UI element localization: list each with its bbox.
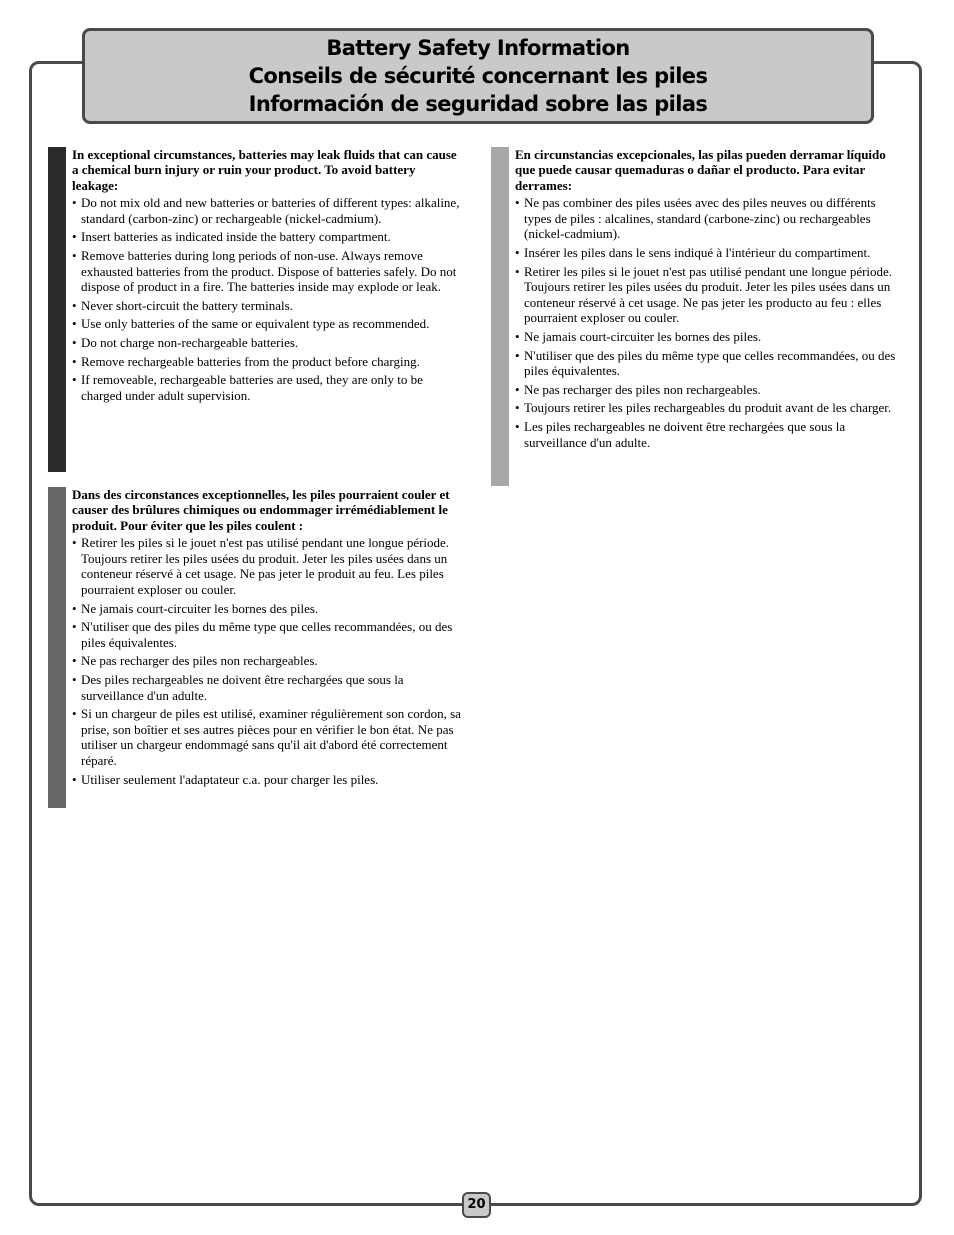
bullet-list bbox=[72, 535, 464, 787]
bullet-list bbox=[515, 195, 903, 450]
list-item: • Insérer les piles dans le sens indiqué à l'intérieur du compartiment. bbox=[515, 245, 871, 260]
section-lead: En circunstancias excepcionales, las pilas pueden derramar líquido que puede causar quemaduras o dañar el producto. Para evitar derrames: bbox=[515, 147, 886, 193]
list-item: • Never short-circuit the battery terminals. bbox=[72, 297, 293, 313]
section-french bbox=[48, 487, 468, 808]
list-item: • Remove rechargeable batteries from the product before charging. bbox=[72, 353, 420, 369]
list-item: • If removeable, rechargeable batteries are used, they are only to be charged under adult supervision. bbox=[72, 372, 423, 403]
list-item: • Remove batteries during long periods of non-use. Always remove exhausted batteries from the product. Dispose of batteries safely. Do not dispose of product in a fire. The batteries inside may explode or leak. bbox=[72, 248, 457, 295]
list-item: • Toujours retirer les piles rechargeables du produit avant de les charger. bbox=[515, 400, 892, 416]
list-item: • Retirer les piles si le jouet n'est pas utilisé pendant une longue période. Toujours retirer les piles usées du produit. Jeter les piles usées dans un conteneur réservé à cet usage. Ne pas jeter les producto au feu : elles pourraient exploser ou couler. bbox=[515, 263, 893, 326]
list-item: • Ne pas recharger des piles non rechargeables. bbox=[515, 381, 761, 397]
page-title bbox=[82, 28, 874, 124]
title-french: Conseils de sécurité concernant les piles bbox=[248, 64, 708, 88]
list-item: • N'utiliser que des piles du même type que celles recommandées, ou des piles équivalentes. bbox=[515, 347, 896, 379]
list-item: • Do not mix old and new batteries or batteries of different types: alkaline, standard (carbon-zinc) or rechargeable (nickel-cadmium). bbox=[72, 195, 460, 226]
list-item: • Ne pas combiner des piles usées avec des piles neuves ou différents types de piles : alcalines, standard (carbone-zinc) ou rechargeables (nickel-cadmium). bbox=[515, 195, 876, 242]
section-lead: Dans des circonstances exceptionnelles, les piles pourraient couler et causer des brûlures chimiques ou endommager irrémédiablement le produit. Pour éviter que les piles coulent : bbox=[72, 487, 450, 533]
section-bar-medium bbox=[48, 487, 66, 808]
list-item: • Utiliser seulement l'adaptateur c.a. pour charger les piles. bbox=[72, 771, 379, 787]
bullet-list bbox=[72, 195, 464, 403]
list-item: • Do not charge non-rechargeable batteries. bbox=[72, 334, 299, 350]
list-item: • Insert batteries as indicated inside the battery compartment. bbox=[72, 229, 391, 245]
list-item: • Les piles rechargeables ne doivent être rechargées que sous la surveillance d'un adulte. bbox=[515, 418, 846, 450]
list-item: • Ne pas recharger des piles non rechargeables. bbox=[72, 653, 318, 669]
list-item: • N'utiliser que des piles du même type que celles recommandées, ou des piles équivalentes. bbox=[72, 619, 453, 650]
list-item: • Ne jamais court-circuiter les bornes des piles. bbox=[515, 328, 762, 344]
title-english: Battery Safety Information bbox=[326, 36, 630, 60]
list-item: • Ne jamais court-circuiter les bornes des piles. bbox=[72, 600, 319, 616]
page-number: 20 bbox=[462, 1192, 491, 1218]
list-item: • Use only batteries of the same or equivalent type as recommended. bbox=[72, 316, 430, 332]
list-item: • Si un chargeur de piles est utilisé, examiner régulièrement son cordon, sa prise, son boîtier et ses autres pièces pour en vérifier le bon état. Ne pas utiliser un chargeur endommagé sans qu'il ait d'abord été correctement réparé. bbox=[72, 706, 461, 768]
list-item: • Des piles rechargeables ne doivent être rechargées que sous la surveillance d'un adulte. bbox=[72, 671, 404, 703]
title-spanish: Información de seguridad sobre las pilas bbox=[248, 92, 708, 116]
section-lead: In exceptional circumstances, batteries may leak fluids that can cause a chemical burn injury or ruin your product. To avoid battery leakage: bbox=[72, 147, 457, 193]
section-english bbox=[48, 147, 468, 472]
section-bar-dark bbox=[48, 147, 66, 472]
list-item: • Retirer les piles si le jouet n'est pas utilisé pendant une longue période. Toujours retirer les piles usées du produit. Jeter les piles usées dans un conteneur réservé à cet usage. Ne pas jeter le produit au feu. Les piles pourraient exploser ou couler. bbox=[72, 535, 450, 597]
section-bar-light bbox=[491, 147, 509, 486]
section-spanish bbox=[491, 147, 905, 486]
